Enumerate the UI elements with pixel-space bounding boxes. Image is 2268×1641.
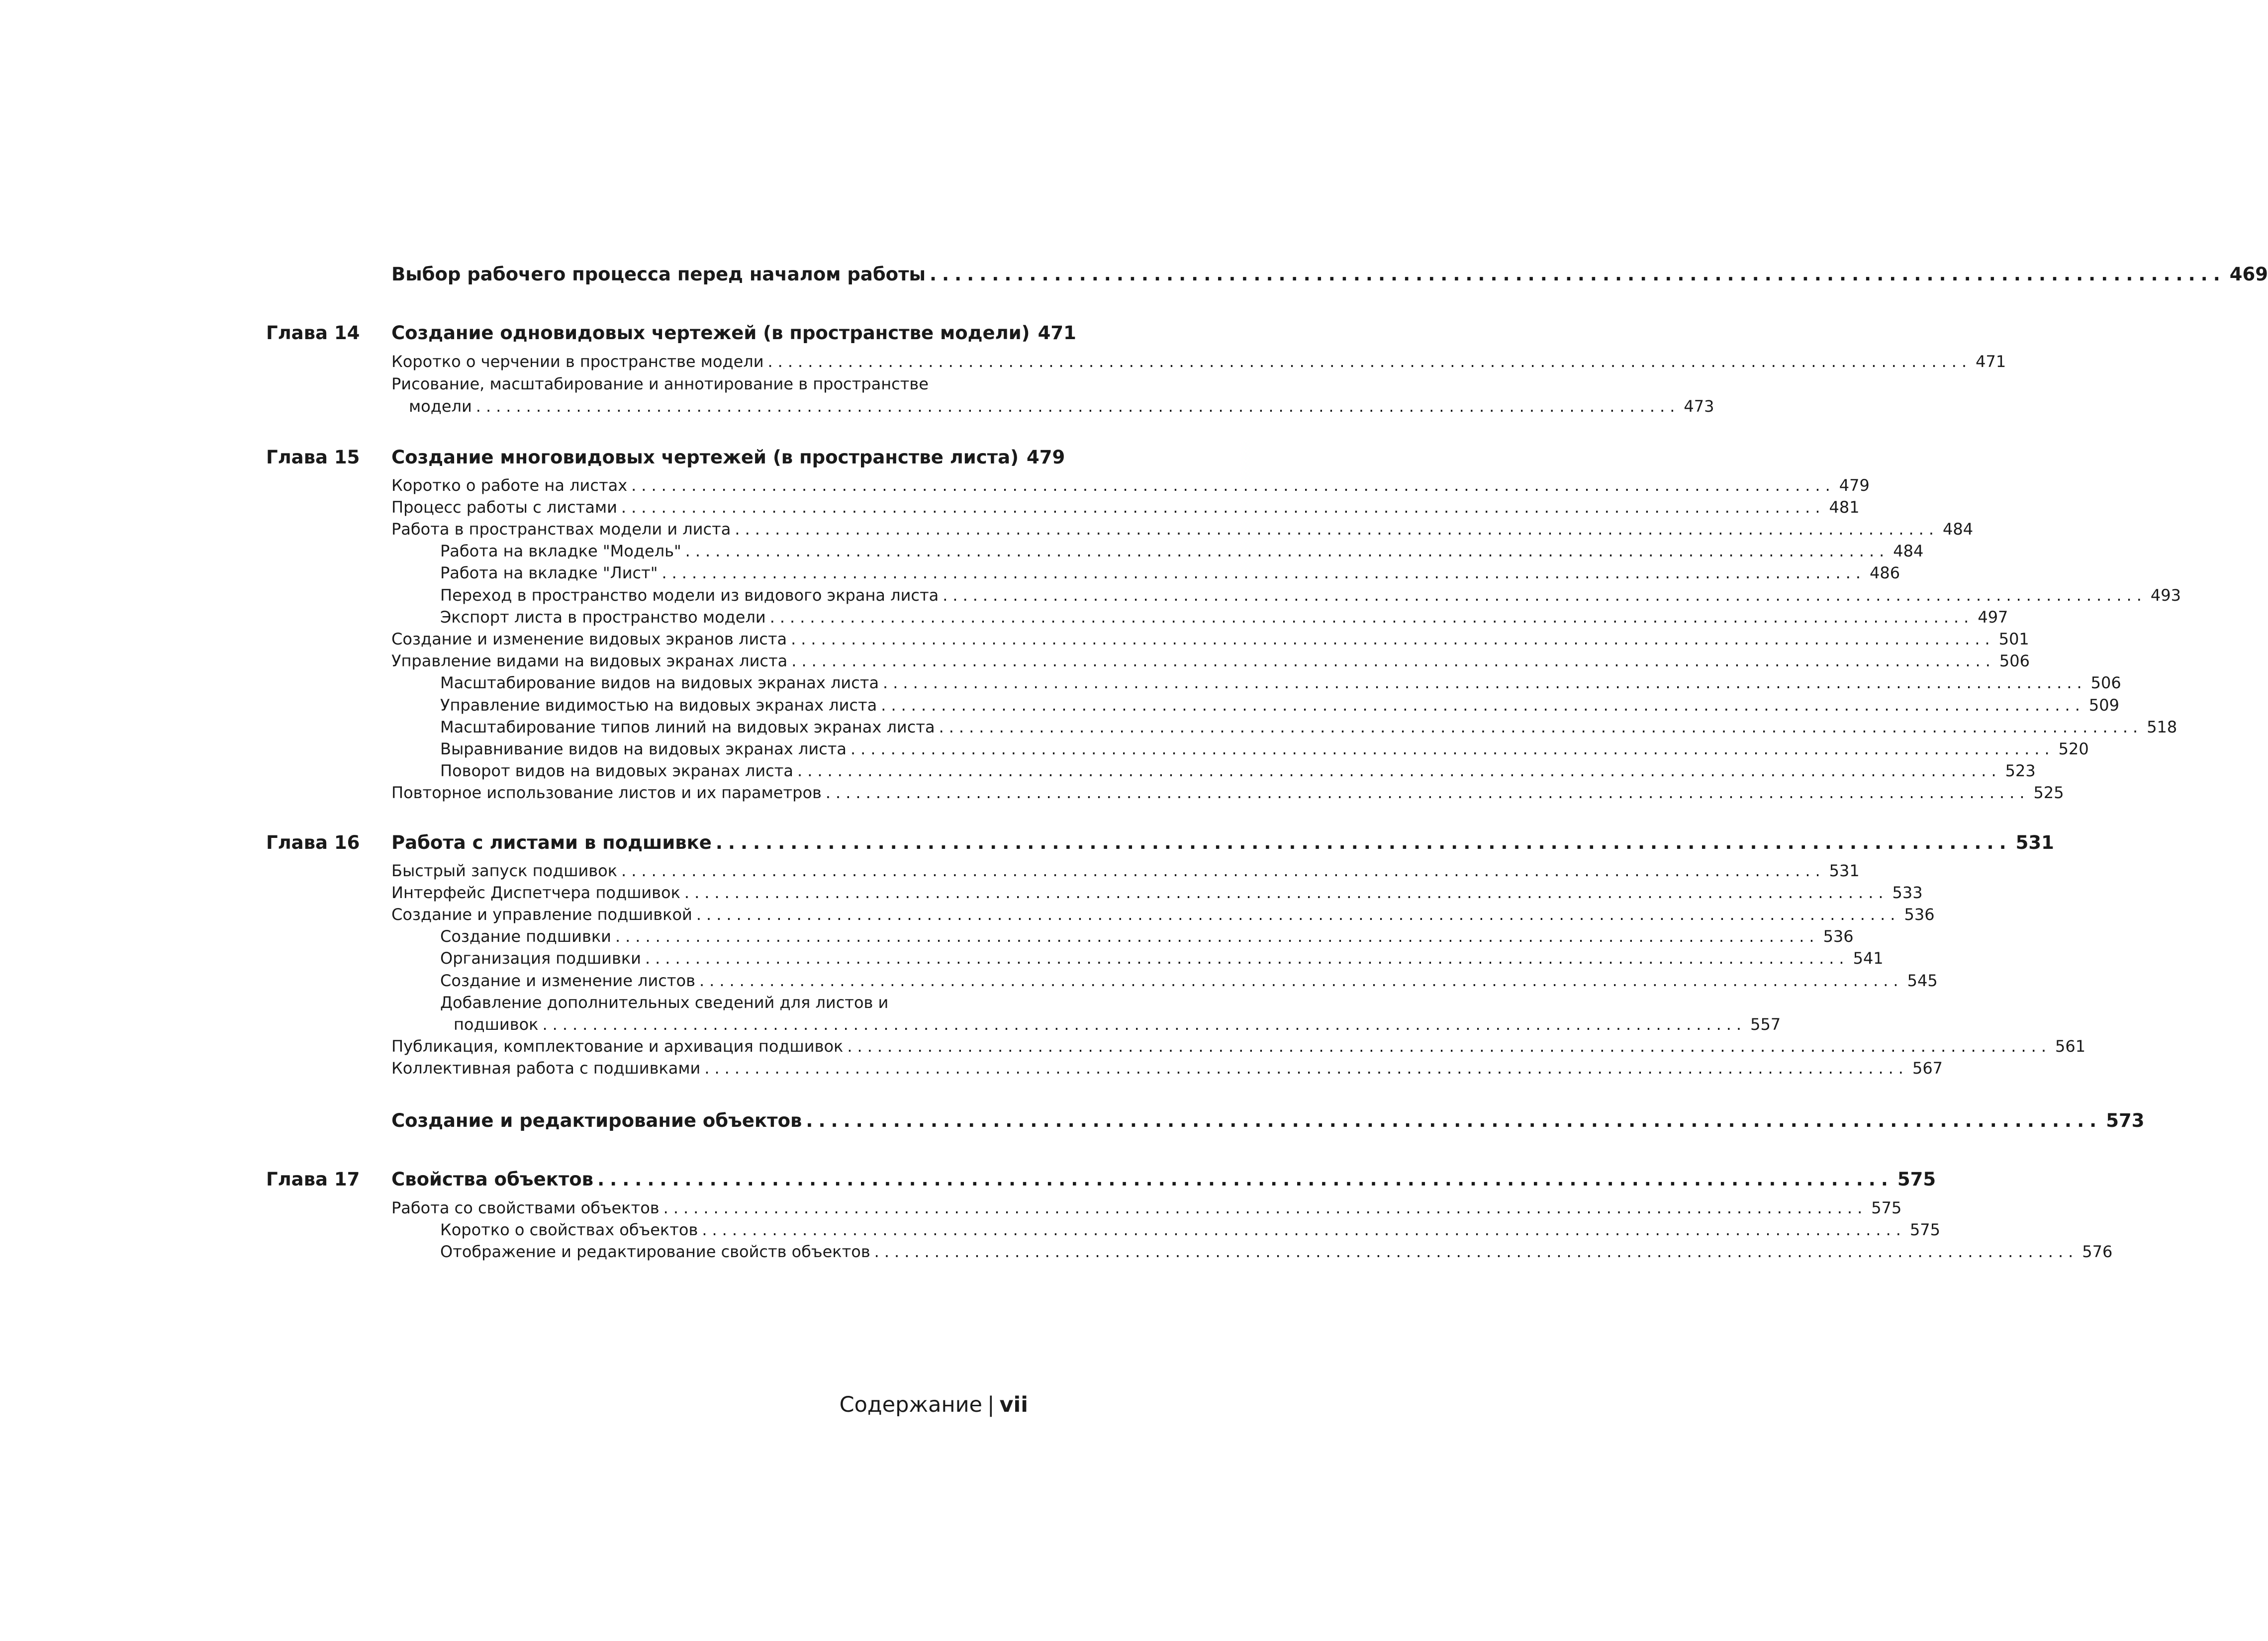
toc-entry — [391, 630, 2029, 648]
page-number: 536 — [1904, 905, 1935, 924]
toc-subentry — [440, 1242, 2113, 1261]
toc-chapter-title — [391, 832, 2054, 853]
leader-dots: ........................................................................................................ — [929, 264, 2226, 285]
page-number: 473 — [1684, 397, 1714, 416]
entry-title: Создание подшивки — [440, 927, 611, 946]
page-number: 518 — [2147, 718, 2177, 736]
page-number: 471 — [1038, 322, 1076, 344]
leader-dots: ........................................................................................................................ — [850, 739, 2055, 758]
entry-title: Выравнивание видов на видовых экранах листа — [440, 739, 847, 758]
toc-subentry — [440, 949, 1884, 968]
leader-dots: ........................................................................................................................ — [735, 520, 1939, 539]
page-number: 573 — [2106, 1110, 2145, 1131]
leader-dots: ........................................................................................................................ — [825, 783, 2030, 802]
toc-entry — [391, 498, 1860, 517]
page-number: 501 — [1998, 630, 2029, 648]
footer-separator: | — [987, 1392, 995, 1417]
part-heading-title: Создание и редактирование объектов — [391, 1110, 802, 1131]
footer-section-title: Содержание — [839, 1392, 982, 1417]
chapter-title: Создание одновидовых чертежей (в пространстве модели) — [391, 322, 1030, 344]
leader-dots: ........................................................................................................................ — [621, 861, 1825, 880]
leader-dots: ........................................................................................................................ — [615, 927, 1819, 946]
entry-title: Управление видами на видовых экранах листа — [391, 651, 788, 670]
toc-chapter-title — [391, 1169, 1936, 1190]
entry-title: Интерфейс Диспетчера подшивок — [391, 883, 680, 902]
page-number: 484 — [1943, 520, 1974, 539]
entry-title: Работа со свойствами объектов — [391, 1198, 660, 1217]
leader-dots: ........................................................................................................................ — [475, 397, 1680, 416]
page-number: 575 — [1897, 1169, 1936, 1190]
leader-dots: ........................................................................................................................ — [663, 1198, 1868, 1217]
entry-title: Масштабирование видов на видовых экранах листа — [440, 673, 879, 692]
page-number: 471 — [1976, 352, 2006, 371]
page-number: 469 — [2229, 264, 2268, 285]
chapter-title: Свойства объектов — [391, 1169, 594, 1190]
page-number: 506 — [1999, 651, 2030, 670]
entry-title: Управление видимостью на видовых экранах листа — [440, 696, 877, 715]
entry-title: Работа на вкладке "Модель" — [440, 542, 681, 560]
leader-dots: ........................................................................................................................ — [797, 761, 2001, 780]
toc-entry — [391, 352, 2006, 371]
leader-dots: ........................................................................................................................ — [631, 476, 1835, 495]
page-number: 523 — [2005, 761, 2036, 780]
page-number: 561 — [2055, 1037, 2086, 1056]
entry-title: Повторное использование листов и их параметров — [391, 783, 822, 802]
toc-entry — [391, 1198, 1902, 1217]
toc-chapter-title — [391, 322, 1076, 344]
page-number: 493 — [2150, 586, 2181, 605]
leader-dots: ........................................................................................................................ — [542, 1015, 1747, 1034]
entry-title: Поворот видов на видовых экранах листа — [440, 761, 794, 780]
chapter-label: Глава 15 — [266, 447, 360, 468]
leader-dots: ........................................................................................................................ — [621, 498, 1825, 517]
entry-title: Добавление дополнительных сведений для листов и — [440, 993, 889, 1012]
leader-dots: ........................................................................................................ — [806, 1110, 2102, 1131]
toc-subentry — [440, 696, 2119, 715]
toc-entry — [409, 397, 1714, 416]
toc-subentry — [440, 927, 1854, 946]
toc-subentry — [440, 1220, 1941, 1239]
leader-dots: ........................................................................................................................ — [769, 608, 1974, 627]
leader-dots: ........................................................................................................................ — [685, 542, 1890, 560]
entry-title: Создание и управление подшивкой — [391, 905, 692, 924]
page-number: 479 — [1839, 476, 1870, 495]
page-number: 531 — [2015, 832, 2054, 853]
toc-entry — [391, 520, 1974, 539]
entry-title: Коротко о работе на листах — [391, 476, 628, 495]
page-number: 525 — [2033, 783, 2064, 802]
leader-dots: ........................................................................................................ — [597, 1169, 1893, 1190]
chapter-label: Глава 14 — [266, 322, 360, 344]
toc-subentry — [440, 673, 2121, 692]
chapter-title: Работа с листами в подшивке — [391, 832, 712, 853]
page-number: 567 — [1912, 1059, 1943, 1078]
leader-dots: ........................................................................................................................ — [702, 1220, 1906, 1239]
page-number: 520 — [2058, 739, 2089, 758]
page-number: 509 — [2088, 696, 2119, 715]
page-number: 536 — [1823, 927, 1854, 946]
toc-subentry — [440, 718, 2177, 736]
page-number: 506 — [2090, 673, 2121, 692]
leader-dots: ........................................................................................................................ — [943, 586, 2147, 605]
entry-title: Масштабирование типов линий на видовых экранах листа — [440, 718, 935, 736]
toc-subentry — [440, 739, 2089, 758]
entry-title: Создание и изменение листов — [440, 971, 695, 990]
entry-title-continued: модели — [409, 397, 472, 416]
chapter-label: Глава 17 — [266, 1169, 360, 1190]
entry-title: Отображение и редактирование свойств объектов — [440, 1242, 870, 1261]
toc-entry — [391, 651, 2030, 670]
leader-dots: ........................................................................................................................ — [791, 651, 1995, 670]
leader-dots: ........................................................................................................................ — [883, 673, 2087, 692]
entry-title: Коротко о черчении в пространстве модели — [391, 352, 764, 371]
leader-dots: ........................................................................................................................ — [939, 718, 2143, 736]
toc-chapter-title — [391, 447, 1065, 468]
entry-title: Работа в пространствах модели и листа — [391, 520, 731, 539]
toc-entry — [391, 1059, 1943, 1078]
leader-dots: ........................................................................................................................ — [791, 630, 1995, 648]
toc-subentry — [440, 608, 2008, 627]
toc-subentry — [454, 1015, 1781, 1034]
entry-title: Процесс работы с листами — [391, 498, 617, 517]
leader-dots: ........................................................................................................................ — [847, 1037, 2051, 1056]
entry-title: Работа на вкладке "Лист" — [440, 563, 658, 582]
entry-title: Коллективная работа с подшивками — [391, 1059, 701, 1078]
leader-dots: ........................................................................................................................ — [881, 696, 2085, 715]
page-number: 486 — [1870, 563, 1900, 582]
leader-dots: ........................................................................................................................ — [767, 352, 1972, 371]
entry-title: Создание и изменение видовых экранов листа — [391, 630, 787, 648]
leader-dots: ........................................................................................................................ — [699, 971, 1903, 990]
toc-entry — [391, 476, 1870, 495]
leader-dots: ........................................................................................................................ — [645, 949, 1849, 968]
page-number: 545 — [1907, 971, 1938, 990]
entry-title: Коротко о свойствах объектов — [440, 1220, 698, 1239]
toc-entry — [391, 1037, 2086, 1056]
chapter-label: Глава 16 — [266, 832, 360, 853]
toc-subentry — [440, 971, 1938, 990]
entry-title: Экспорт листа в пространство модели — [440, 608, 766, 627]
toc-entry — [391, 883, 1923, 902]
leader-dots: ........................................................................................................................ — [696, 905, 1900, 924]
toc-subentry — [440, 761, 2036, 780]
toc-part-heading — [391, 1110, 2145, 1131]
chapter-title: Создание многовидовых чертежей (в пространстве листа) — [391, 447, 1019, 468]
page-footer — [840, 1392, 1028, 1417]
page-number: 479 — [1026, 447, 1065, 468]
toc-subentry — [440, 563, 1900, 582]
page-number: 497 — [1978, 608, 2008, 627]
part-heading-title: Выбор рабочего процесса перед началом работы — [391, 264, 926, 285]
page-number: 557 — [1750, 1015, 1781, 1034]
page-number: 541 — [1853, 949, 1884, 968]
page-number: 481 — [1829, 498, 1860, 517]
toc-entry — [391, 905, 1935, 924]
entry-title: Быстрый запуск подшивок — [391, 861, 618, 880]
toc-subentry — [440, 542, 1924, 560]
leader-dots: ........................................................................................................................ — [662, 563, 1866, 582]
leader-dots: ........................................................................................................................ — [704, 1059, 1908, 1078]
toc-subentry — [440, 586, 2181, 605]
page-number: 484 — [1893, 542, 1924, 560]
toc-part-heading — [391, 264, 2268, 285]
entry-title: Переход в пространство модели из видового экрана листа — [440, 586, 939, 605]
page-number: 531 — [1829, 861, 1860, 880]
toc-entry — [391, 861, 1860, 880]
leader-dots: ........................................................................................................ — [715, 832, 2012, 853]
entry-title: Публикация, комплектование и архивация подшивок — [391, 1037, 844, 1056]
leader-dots: ........................................................................................................................ — [874, 1242, 2079, 1261]
entry-title-continued: подшивок — [454, 1015, 539, 1034]
page-number: 533 — [1892, 883, 1923, 902]
entry-title: Рисование, масштабирование и аннотирование в пространстве — [391, 374, 929, 393]
toc-entry — [391, 783, 2064, 802]
page-number: 575 — [1909, 1220, 1941, 1239]
footer-page-number: vii — [999, 1392, 1028, 1417]
entry-title: Организация подшивки — [440, 949, 641, 968]
page-number: 576 — [2082, 1242, 2113, 1261]
leader-dots: ........................................................................................................................ — [684, 883, 1889, 902]
page-number: 575 — [1871, 1198, 1902, 1217]
